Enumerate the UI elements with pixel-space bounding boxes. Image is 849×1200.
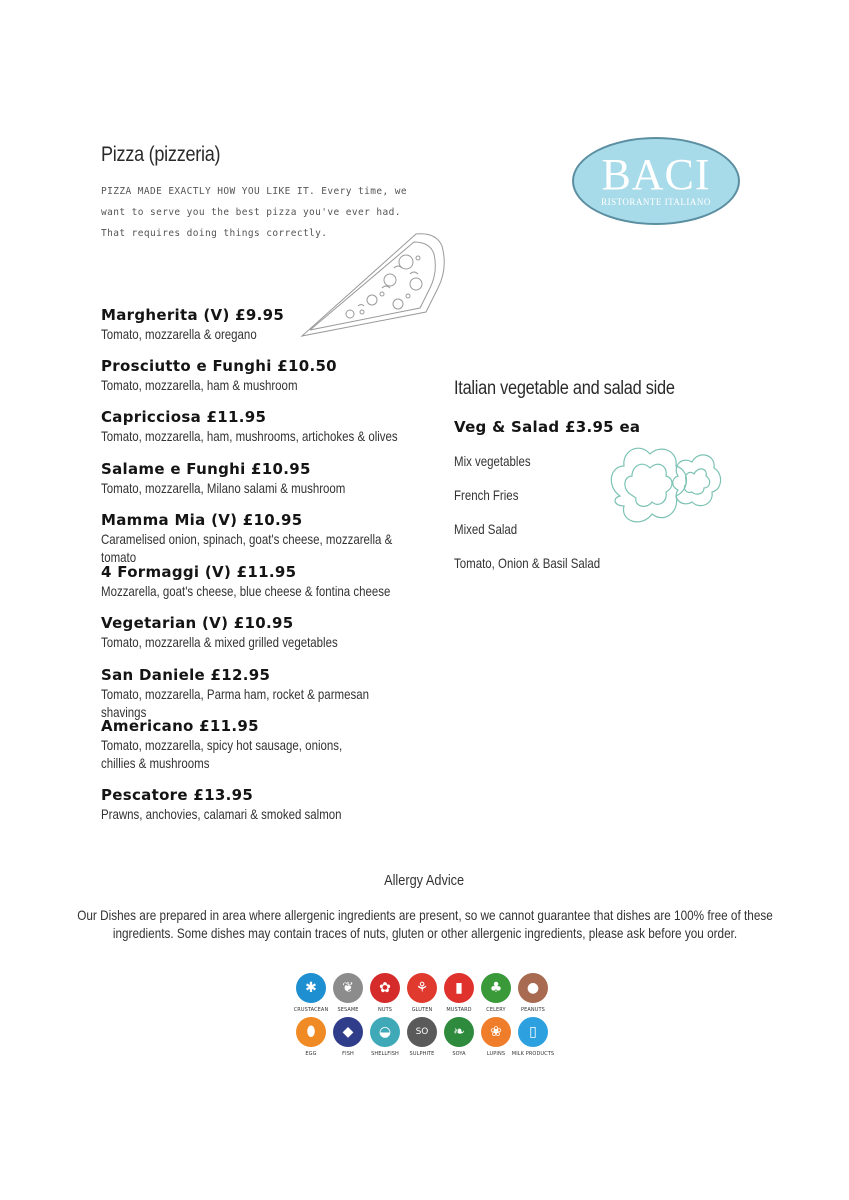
logo-tagline: RISTORANTE ITALIANO [601, 197, 711, 207]
side-item: French Fries [454, 487, 519, 503]
allergen-label: SESAME [337, 1007, 359, 1013]
sesame-icon: ❦ [333, 973, 363, 1003]
side-item: Tomato, Onion & Basil Salad [454, 555, 601, 571]
allergen-peanuts [511, 973, 555, 1013]
sulphite-icon: SO [407, 1017, 437, 1047]
wheat-icon: ⚘ [407, 973, 437, 1003]
allergen-label: PEANUTS [521, 1007, 545, 1013]
page-title: Pizza (pizzeria) [101, 143, 221, 166]
allergen-label: MUSTARD [446, 1007, 472, 1013]
pizza-list [101, 306, 481, 823]
list-item [101, 357, 481, 408]
dish-name: Salame e Funghi £10.95 [101, 460, 311, 478]
celery-icon: ♣ [481, 973, 511, 1003]
allergen-label: FISH [342, 1051, 354, 1057]
allergen-label: GLUTEN [411, 1007, 433, 1013]
pepper-rings-illustration [606, 436, 726, 536]
lupin-icon: ❀ [481, 1017, 511, 1047]
allergy-title-text: Allergy Advice [384, 872, 465, 889]
list-item [101, 717, 481, 786]
baci-logo [572, 137, 740, 225]
allergy-text [50, 906, 799, 942]
dish-description: Prawns, anchovies, calamari & smoked salmon [101, 806, 342, 822]
dish-name: Mamma Mia (V) £10.95 [101, 511, 303, 529]
allergen-label: SHELLFISH [371, 1051, 399, 1057]
dish-name: San Daniele £12.95 [101, 666, 271, 684]
milk-icon: ▯ [518, 1017, 548, 1047]
allergy-text-body: Our Dishes are prepared in area where allergenic ingredients are present, so we cannot guarantee that dishes are 100% free of these ingredients. Some dishes may contain traces of nuts, gluten or other allergenic ingredients, please ask before you order. [77, 907, 773, 941]
soya-icon: ❧ [444, 1017, 474, 1047]
dish-name: Americano £11.95 [101, 717, 259, 735]
allergen-label: MILK PRODUCTS [511, 1051, 555, 1057]
list-item [101, 460, 481, 511]
dish-description: Tomato, mozzarella & mixed grilled vegetables [101, 634, 338, 650]
dish-name: Margherita (V) £9.95 [101, 306, 285, 324]
allergen-label: EGG [305, 1051, 317, 1057]
shell-icon: ◒ [370, 1017, 400, 1047]
egg-icon: ⬮ [296, 1017, 326, 1047]
dish-description: Caramelised onion, spinach, goat's cheese, mozzarella & tomato [101, 531, 393, 565]
dish-name: Vegetarian (V) £10.95 [101, 614, 294, 632]
dish-description: Tomato, mozzarella, ham, mushrooms, artichokes & olives [101, 428, 398, 444]
list-item [101, 408, 481, 460]
side-item: Mix vegetables [454, 453, 531, 469]
dish-name: Pescatore £13.95 [101, 786, 254, 804]
dish-description: Tomato, mozzarella, spicy hot sausage, onions, chillies & mushrooms [101, 737, 343, 771]
allergen-label: LUPINS [486, 1051, 506, 1057]
dish-description: Mozzarella, goat's cheese, blue cheese & fontina cheese [101, 583, 391, 599]
sides-title: Italian vegetable and salad side [454, 378, 675, 399]
dish-description: Tomato, mozzarella, Milano salami & mushroom [101, 480, 346, 496]
list-item [101, 614, 481, 666]
allergen-milk-products [511, 1017, 555, 1057]
list-item [101, 563, 481, 614]
allergen-label: CRUSTACEAN [293, 1007, 329, 1013]
allergen-label: SULPHITE [409, 1051, 435, 1057]
allergen-label: SOYA [452, 1051, 466, 1057]
allergy-title [0, 872, 849, 889]
allergen-label: NUTS [377, 1007, 393, 1013]
mustard-icon: ▮ [444, 973, 474, 1003]
dish-description: Tomato, mozzarella, Parma ham, rocket & parmesan shavings [101, 686, 369, 720]
dish-description: Tomato, mozzarella & oregano [101, 326, 257, 342]
dish-description: Tomato, mozzarella, ham & mushroom [101, 377, 298, 393]
allergen-label: CELERY [486, 1007, 506, 1013]
sides-heading: Veg & Salad £3.95 ea [454, 418, 641, 436]
intro-text: PIZZA MADE EXACTLY HOW YOU LIKE IT. Every time, we want to serve you the best pizza you've ever had. That requires doing things correctly. [101, 186, 407, 239]
peanut-icon: ● [518, 973, 548, 1003]
list-item [101, 511, 481, 563]
list-item [101, 666, 481, 720]
dish-name: Prosciutto e Funghi £10.50 [101, 357, 337, 375]
list-item [101, 786, 481, 823]
list-item [101, 306, 481, 357]
logo-name: BACI [601, 150, 711, 199]
dish-name: Capricciosa £11.95 [101, 408, 267, 426]
nut-icon: ✿ [370, 973, 400, 1003]
fish-icon: ◆ [333, 1017, 363, 1047]
crab-icon: ✱ [296, 973, 326, 1003]
side-item: Mixed Salad [454, 521, 518, 537]
dish-name: 4 Formaggi (V) £11.95 [101, 563, 297, 581]
